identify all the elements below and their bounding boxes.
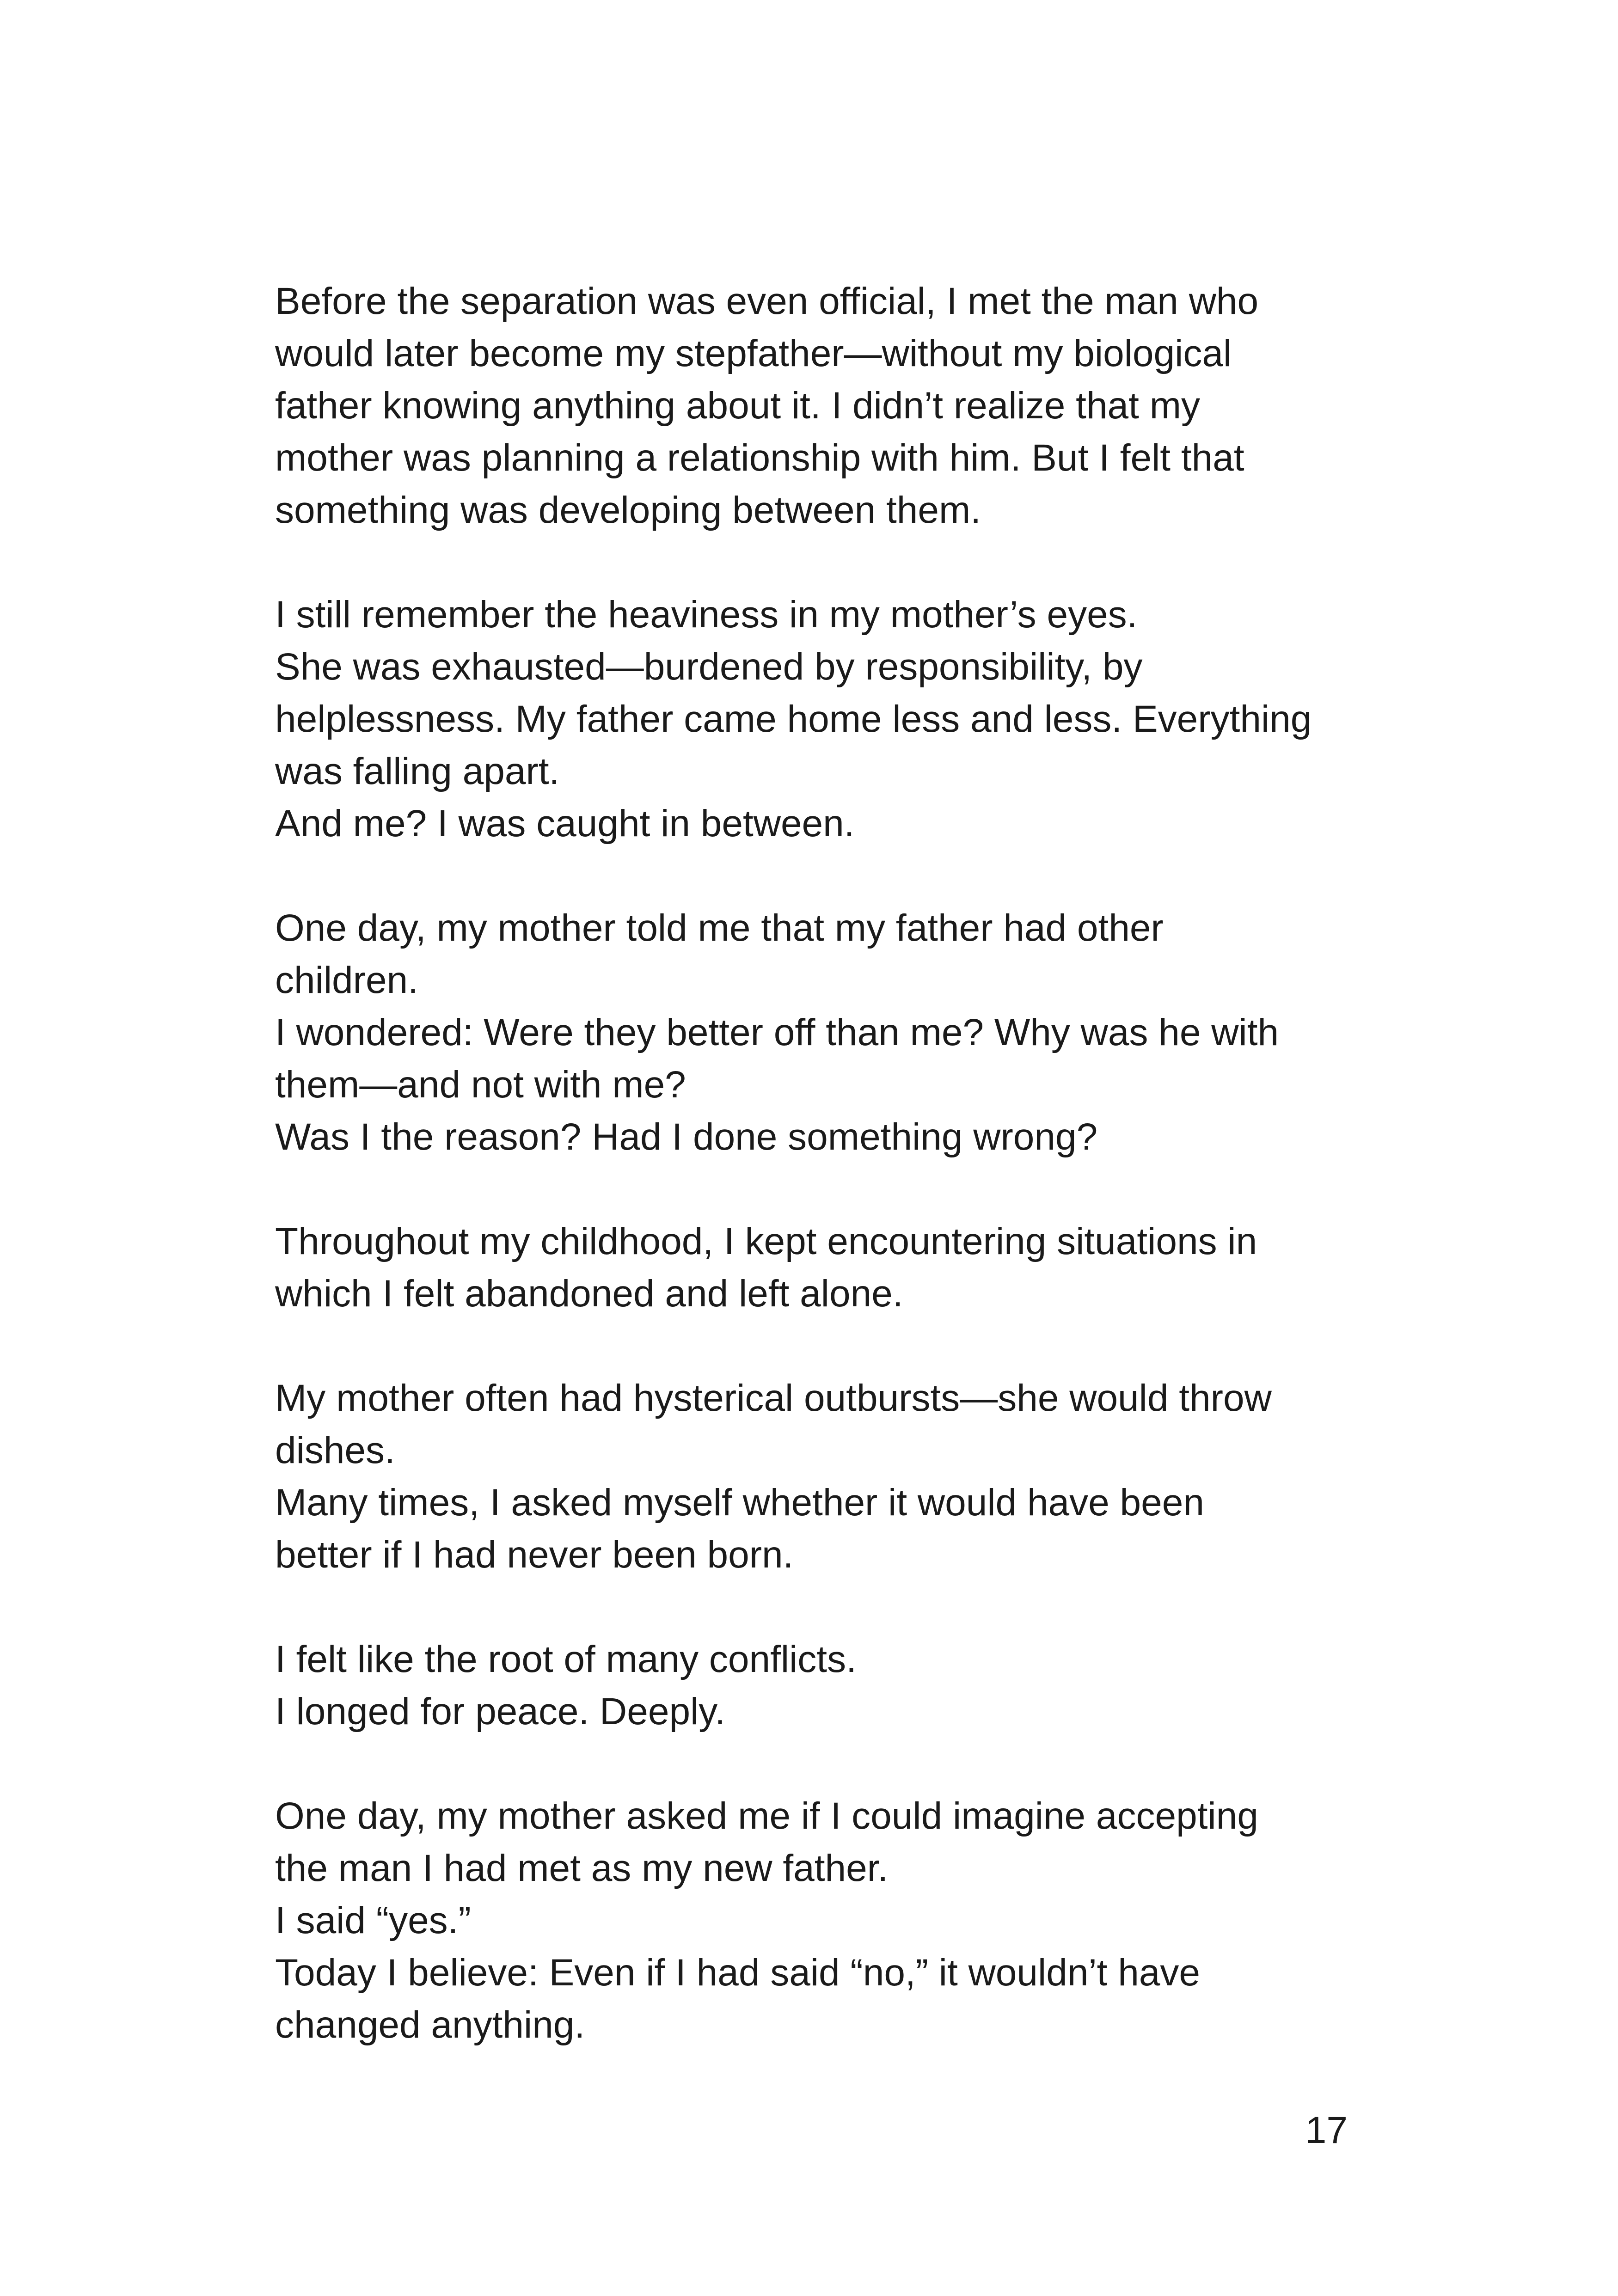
text-line: I wondered: Were they better off than me? Why was he with	[275, 1011, 1279, 1053]
text-line: One day, my mother told me that my father had other	[275, 907, 1164, 949]
text-line: I still remember the heaviness in my mother’s eyes.	[275, 594, 1138, 636]
text-line: father knowing anything about it. I didn’t realize that my	[275, 385, 1201, 427]
text-line: better if I had never been born.	[275, 1534, 794, 1576]
paragraph-1	[275, 275, 1375, 536]
text-line: Throughout my childhood, I kept encountering situations in	[275, 1220, 1257, 1262]
paragraph-7	[275, 1790, 1375, 2051]
text-line: would later become my stepfather—without my biological	[275, 332, 1232, 374]
text-line: One day, my mother asked me if I could imagine accepting	[275, 1795, 1258, 1837]
text-line: I longed for peace. Deeply.	[275, 1690, 725, 1733]
paragraph-3	[275, 902, 1375, 1163]
text-line: something was developing between them.	[275, 489, 981, 531]
paragraph-4	[275, 1215, 1375, 1320]
text-line: changed anything.	[275, 2004, 585, 2046]
text-line: dishes.	[275, 1429, 395, 1471]
paragraph-5	[275, 1372, 1375, 1581]
text-line: Was I the reason? Had I done something wrong?	[275, 1116, 1098, 1158]
text-line: them—and not with me?	[275, 1064, 686, 1106]
text-line: was falling apart.	[275, 750, 560, 792]
text-line: children.	[275, 959, 418, 1001]
text-line: Many times, I asked myself whether it would have been	[275, 1482, 1204, 1524]
paragraph-6	[275, 1633, 1375, 1738]
text-line: which I felt abandoned and left alone.	[275, 1273, 903, 1315]
text-line: mother was planning a relationship with him. But I felt that	[275, 437, 1244, 479]
text-line: I said “yes.”	[275, 1899, 471, 1941]
text-line: Before the separation was even official, I met the man who	[275, 280, 1259, 322]
text-line: She was exhausted—burdened by responsibility, by	[275, 646, 1143, 688]
text-line: And me? I was caught in between.	[275, 802, 855, 845]
text-line: Today I believe: Even if I had said “no,” it wouldn’t have	[275, 1952, 1201, 1994]
paragraph-2	[275, 588, 1375, 850]
text-line: My mother often had hysterical outbursts—she would throw	[275, 1377, 1272, 1419]
text-line: helplessness. My father came home less and less. Everything	[275, 698, 1312, 740]
page-number: 17	[1305, 2109, 1348, 2151]
text-line: the man I had met as my new father.	[275, 1847, 889, 1889]
text-line: I felt like the root of many conflicts.	[275, 1638, 857, 1680]
body-text	[275, 275, 1375, 2051]
